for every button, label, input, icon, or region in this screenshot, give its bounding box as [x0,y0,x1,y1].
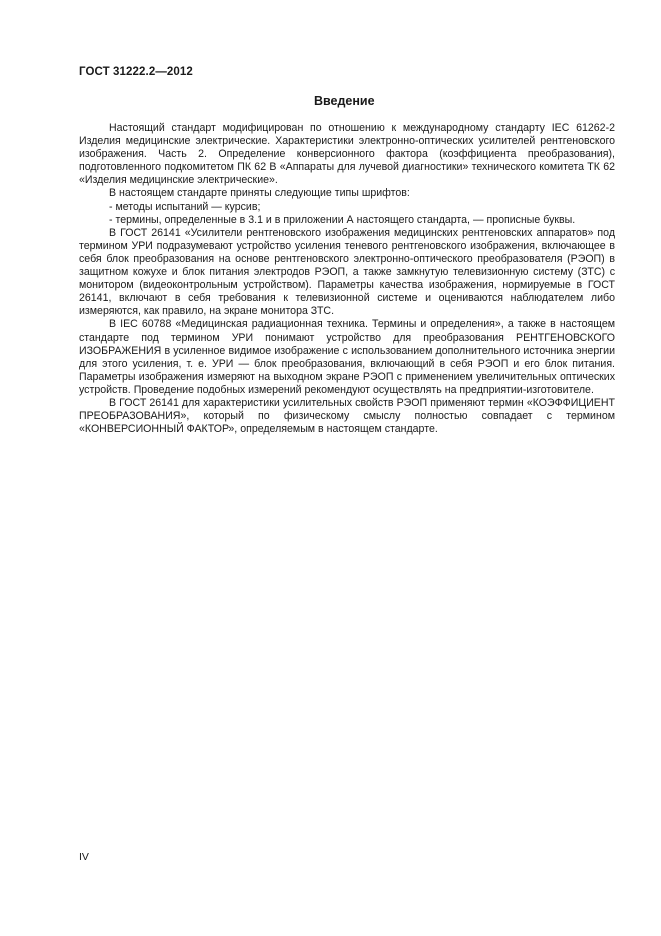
standard-header: ГОСТ 31222.2—2012 [79,66,193,78]
paragraph-conversion-factor: В ГОСТ 26141 для характеристики усилительных свойств РЭОП применяют термин «КОЭФФИЦИЕНТ ПРЕОБРАЗОВАНИЯ», который по физическому смыслу полностью совпадает с термином «КОНВЕРСИОННЫЙ ФАКТОР», определяемым в настоящем стандарте. [79,396,615,436]
paragraph-fonts-intro: В настоящем стандарте приняты следующие типы шрифтов: [109,187,410,200]
page-number: IV [79,851,89,863]
list-item-italic: - методы испытаний — курсив; [109,200,261,213]
page-title: Введение [314,94,375,108]
list-item-caps: - термины, определенные в 3.1 и в приложении А настоящего стандарта, — прописные буквы. [109,213,576,226]
paragraph-iec-60788: В IEC 60788 «Медицинская радиационная техника. Термины и определения», а также в настоящем стандарте под термином УРИ понимают устройство для преобразования РЕНТГЕНОВСКОГО ИЗОБРАЖЕНИЯ в усиленное видимое изображение с использованием дополнительного источника энергии для этого усиления, т. е. УРИ — блок преобразования, включающий в себя РЭОП и его блок питания. Параметры изображения измеряют на выходном экране РЭОП с применением увеличительных оптических устройств. Проведение подобных измерений рекомендуют осуществлять на предприятии-изготовителе. [79,318,615,396]
paragraph-gost-26141: В ГОСТ 26141 «Усилители рентгеновского изображения медицинских рентгеновских аппаратов» под термином УРИ подразумевают устройство усиления теневого рентгеновского изображения, включающее в себя блок преобразования на основе рентгеновского электронно-оптического преобразователя (РЭОП) в защитном кожухе и блок питания электродов РЭОП, а также замкнутую телевизионную систему (ЗТС) с монитором (видеоконтрольным устройством). Параметры качества изображения, нормируемые в ГОСТ 26141, включают в себя требования к телевизионной системе и оцениваются наблюдателем либо измеряются, как правило, на экране монитора ЗТС. [79,226,615,318]
introduction-body [79,122,615,436]
paragraph-scope: Настоящий стандарт модифицирован по отношению к международному стандарту IEC 61262-2 Изделия медицинские электрические. Характеристики электронно-оптических усилителей рентгеновского изображения. Часть 2. Определение конверсионного фактора (коэффициента преобразования), подготовленного подкомитетом ПК 62 В «Аппараты для лучевой диагностики» технического комитета ТК 62 «Изделия медицинские электрические». [79,122,615,187]
